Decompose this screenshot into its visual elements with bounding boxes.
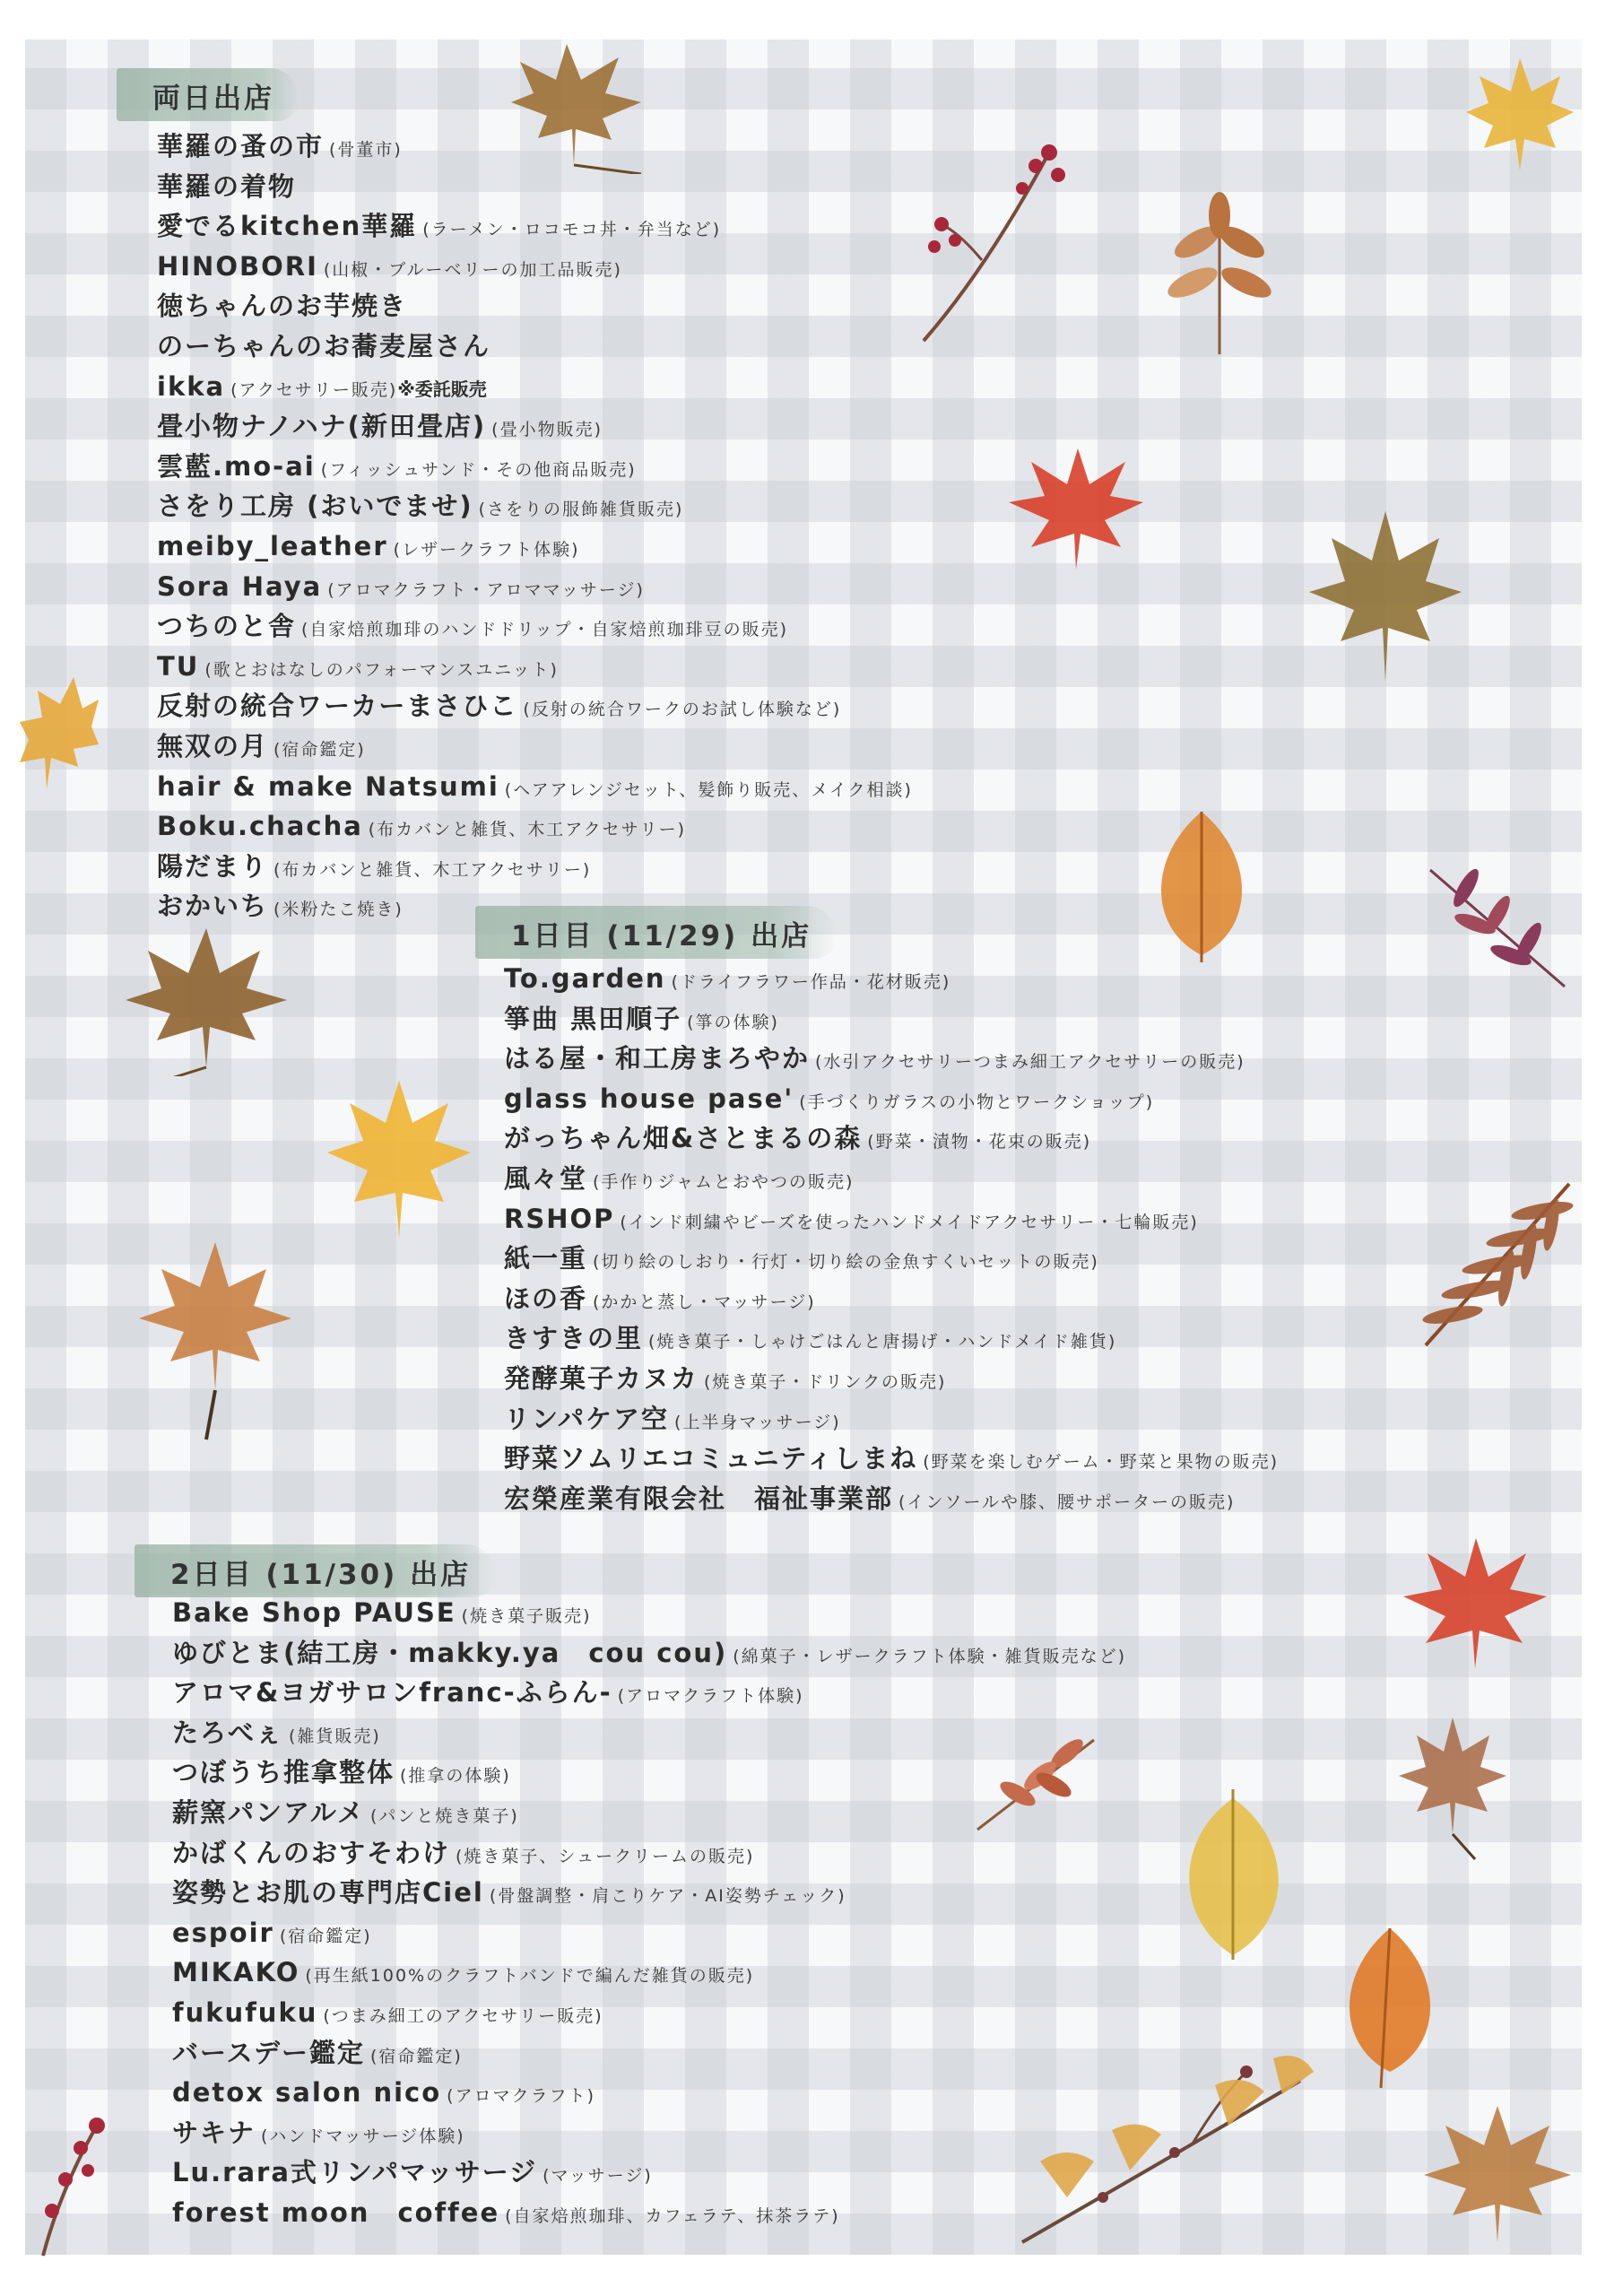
vendor-item xyxy=(504,1239,1279,1279)
vendor-description: (つまみ細工のアクセサリー販売) xyxy=(323,2005,603,2026)
vendor-item xyxy=(157,886,913,926)
vendor-name: espoir xyxy=(172,1917,274,1948)
vendor-item xyxy=(504,1479,1279,1519)
vendor-description: (アクセサリー販売) xyxy=(230,379,398,400)
vendor-item xyxy=(157,247,913,287)
vendor-name: 無双の月 xyxy=(157,730,269,761)
vendor-item xyxy=(504,1318,1279,1359)
vendor-item xyxy=(504,1399,1279,1439)
vendor-name: 徳ちゃんのお芋焼き xyxy=(157,291,408,322)
red-maple-leaf-icon xyxy=(1004,444,1148,578)
vendor-description: (アロマクラフト・アロママッサージ) xyxy=(327,579,645,600)
vendor-description: (焼き菓子・ドリンクの販売) xyxy=(704,1371,947,1392)
vendor-name: 姿勢とお肌の専門店Ciel xyxy=(172,1877,484,1909)
vendor-item xyxy=(157,806,913,847)
vendor-item xyxy=(172,1952,1126,1993)
vendor-name: 華羅の蚤の市 xyxy=(157,131,325,161)
vendor-description: (ハンドマッサージ体験) xyxy=(261,2126,465,2146)
maple-leaf-icon xyxy=(117,924,296,1076)
vendor-name: ikka xyxy=(157,370,226,402)
vendor-name: サキナ xyxy=(172,2117,256,2148)
vendor-name: 紙一重 xyxy=(504,1243,588,1274)
vendor-name: つぼうち推拿整体 xyxy=(172,1757,395,1788)
vendor-name: 発酵菓子カヌカ xyxy=(504,1362,699,1394)
vendor-description: (反射の統合ワークのお試し体験など) xyxy=(523,700,842,720)
berry-branch-icon xyxy=(25,2108,115,2260)
vendor-description: (焼き菓子・しゃけごはんと唐揚げ・ハンドメイド雑貨) xyxy=(648,1332,1117,1352)
vendor-description: (アロマクラフト体験) xyxy=(617,1686,804,1707)
vendor-list-day1 xyxy=(504,959,1279,1518)
leaf-sprig-icon xyxy=(968,1722,1103,1839)
vendor-item xyxy=(157,286,913,326)
maple-leaf-icon xyxy=(1417,2099,1578,2251)
vendor-description: (水引アクセサリーつまみ細工アクセサリーの販売) xyxy=(815,1052,1245,1073)
vendor-name: たろべぇ xyxy=(172,1717,284,1748)
vendor-item xyxy=(157,847,913,887)
maple-leaf-icon xyxy=(130,1229,300,1444)
yellow-maple-leaf-icon xyxy=(20,673,100,798)
vendor-name: がっちゃん畑&さとまるの森 xyxy=(504,1123,863,1154)
ginkgo-branch-icon xyxy=(1013,2045,1318,2251)
vendor-name: 雲藍.mo-ai xyxy=(157,450,316,482)
vendor-name: バースデー鑑定 xyxy=(172,2037,365,2068)
vendor-name: Boku.chacha xyxy=(157,811,363,842)
vendor-description: (手づくりガラスの小物とワークショップ) xyxy=(799,1091,1155,1112)
vendor-item xyxy=(172,1993,1126,2033)
vendor-name: ゆびとま(結工房・makky.ya cou cou) xyxy=(172,1637,728,1668)
vendor-description: (歌とおはなしのパフォーマンスユニット) xyxy=(204,659,559,680)
vendor-name: fukufuku xyxy=(172,1996,318,2028)
vendor-name: おかいち xyxy=(157,891,269,922)
vendor-item xyxy=(504,959,1279,999)
vendor-item xyxy=(504,1199,1279,1239)
vendor-name: のーちゃんのお蕎麦屋さん xyxy=(157,330,491,361)
maple-leaf-icon xyxy=(484,39,664,174)
vendor-description: (インソールや膝、腰サポーターの販売) xyxy=(898,1492,1236,1512)
vendor-name: Sora Haya xyxy=(157,570,323,602)
vendor-description: (宿命鑑定) xyxy=(279,1926,372,1946)
vendor-name: meiby_leather xyxy=(157,530,388,561)
vendor-name: 畳小物ナノハナ(新田畳店) xyxy=(157,411,487,442)
vendor-note: ※委託販売 xyxy=(397,378,487,400)
vendor-description: (フィッシュサンド・その他商品販売) xyxy=(320,459,637,480)
vendor-description: (米粉たこ焼き) xyxy=(273,900,404,920)
vendor-item xyxy=(157,367,913,407)
maple-leaf-icon xyxy=(1394,1709,1511,1861)
red-maple-leaf-icon xyxy=(1399,1534,1551,1677)
vendor-item xyxy=(504,1279,1279,1319)
yellow-leaf-icon xyxy=(1161,1785,1305,1964)
leaf-sprig-icon xyxy=(1421,852,1574,996)
vendor-description: (ヘアアレンジセット、髪飾り販売、メイク相談) xyxy=(504,779,913,800)
vendor-name: 陽だまり xyxy=(157,850,269,882)
orange-leaf-icon xyxy=(1139,803,1264,964)
vendor-item xyxy=(504,1118,1279,1159)
vendor-item xyxy=(157,567,913,607)
vendor-description: (かかと蒸し・マッサージ) xyxy=(593,1292,816,1312)
yellow-maple-leaf-icon xyxy=(318,1067,480,1247)
vendor-description: (宿命鑑定) xyxy=(369,2046,463,2066)
vendor-name: きすきの里 xyxy=(504,1323,644,1354)
vendor-name: To.garden xyxy=(504,963,666,994)
vendor-name: HINOBORI xyxy=(157,250,318,282)
vendor-item xyxy=(504,1039,1279,1079)
fern-leaf-icon xyxy=(1417,1175,1578,1354)
vendor-name: 華羅の着物 xyxy=(157,170,297,202)
vendor-item xyxy=(172,1673,1126,1713)
vendor-list-day2 xyxy=(172,1593,1126,2233)
vendor-name: 風々堂 xyxy=(504,1162,588,1194)
vendor-description: (焼き菓子販売) xyxy=(461,1606,592,1626)
yellow-maple-leaf-icon xyxy=(1462,54,1578,179)
vendor-description: (切り絵のしおり・行灯・切り絵の金魚すくいセットの販売) xyxy=(593,1252,1099,1273)
vendor-item xyxy=(172,1833,1126,1874)
vendor-item xyxy=(157,606,913,647)
vendor-item xyxy=(172,2152,1126,2193)
vendor-item xyxy=(157,686,913,726)
vendor-description: (布カバンと雑貨、木工アクセサリー) xyxy=(273,859,592,880)
vendor-description: (箏の体験) xyxy=(687,1012,779,1032)
vendor-name: 反射の統合ワーカーまさひこ xyxy=(157,691,518,722)
heading-day1: 1日目 (11/29) 出店 xyxy=(475,906,837,959)
vendor-name: つちのと舎 xyxy=(157,611,297,642)
vendor-name: 宏榮産業有限会社 福祉事業部 xyxy=(504,1483,894,1514)
vendor-list-both-days xyxy=(157,126,913,926)
vendor-description: (骨盤調整・肩こりケア・AI姿勢チェック) xyxy=(489,1886,846,1907)
vendor-name: リンパケア空 xyxy=(504,1403,669,1434)
vendor-name: Lu.rara式リンパマッサージ xyxy=(172,2157,538,2188)
vendor-item xyxy=(157,406,913,447)
vendor-item xyxy=(504,999,1279,1039)
vendor-item xyxy=(157,326,913,367)
vendor-item xyxy=(157,486,913,526)
vendor-item xyxy=(504,1359,1279,1399)
vendor-name: ほの香 xyxy=(504,1283,588,1314)
vendor-description: (上半身マッサージ) xyxy=(673,1412,841,1432)
vendor-name: MIKAKO xyxy=(172,1957,300,1988)
vendor-description: (さをりの服飾雑貨販売) xyxy=(478,500,684,520)
leaf-sprig-icon xyxy=(1152,188,1287,359)
vendor-name: 箏曲 黒田順子 xyxy=(504,1003,682,1034)
vendor-item xyxy=(504,1079,1279,1119)
maple-leaf-icon xyxy=(1300,502,1471,691)
vendor-item xyxy=(157,206,913,247)
vendor-item xyxy=(157,447,913,487)
vendor-description: (野菜を楽しむゲーム・野菜と果物の販売) xyxy=(923,1452,1280,1473)
vendor-description: (ドライフラワー作品・花材販売) xyxy=(671,972,951,992)
vendor-description: (畳小物販売) xyxy=(491,420,603,440)
vendor-item xyxy=(172,2193,1126,2233)
vendor-item xyxy=(157,647,913,687)
vendor-description: (骨董市) xyxy=(329,140,403,160)
vendor-item xyxy=(504,1439,1279,1479)
vendor-name: はる屋・和工房まろやか xyxy=(504,1043,811,1074)
vendor-description: (パンと焼き菓子) xyxy=(369,1805,519,1826)
vendor-item xyxy=(157,726,913,767)
vendor-description: (宿命鑑定) xyxy=(273,739,366,760)
vendor-description: (レザークラフト体験) xyxy=(393,539,580,560)
vendor-description: (山椒・ブルーベリーの加工品販売) xyxy=(323,259,622,280)
vendor-item xyxy=(172,1593,1126,1633)
vendor-description: (マッサージ) xyxy=(542,2166,653,2187)
vendor-name: detox salon nico xyxy=(172,2077,442,2109)
vendor-item xyxy=(157,767,913,807)
vendor-description: (推拿の体験) xyxy=(400,1766,511,1787)
vendor-item xyxy=(172,1633,1126,1674)
vendor-name: 薪窯パンアルメ xyxy=(172,1796,365,1828)
vendor-description: (アロマクラフト) xyxy=(447,2086,595,2107)
vendor-description: (手作りジャムとおやつの販売) xyxy=(593,1171,855,1192)
vendor-name: forest moon coffee xyxy=(172,2196,500,2228)
vendor-item xyxy=(172,2113,1126,2153)
heading-both-days: 両日出店 xyxy=(117,68,299,121)
vendor-name: RSHOP xyxy=(504,1203,615,1234)
vendor-name: Bake Shop PAUSE xyxy=(172,1597,456,1628)
vendor-item xyxy=(504,1159,1279,1199)
vendor-name: 野菜ソムリエコミュニティしまね xyxy=(504,1443,918,1474)
orange-leaf-icon xyxy=(1327,1919,1453,2090)
vendor-name: 愛でるkitchen華羅 xyxy=(157,211,418,242)
vendor-name: hair & make Natsumi xyxy=(157,770,499,802)
vendor-description: (自家焙煎珈琲のハンドドリップ・自家焙煎珈琲豆の販売) xyxy=(301,620,789,640)
vendor-description: (布カバンと雑貨、木工アクセサリー) xyxy=(368,820,687,840)
vendor-name: glass house pase' xyxy=(504,1083,794,1114)
vendor-item xyxy=(172,2073,1126,2113)
vendor-description: (綿菓子・レザークラフト体験・雑貨販売など) xyxy=(733,1646,1127,1666)
vendor-description: (ラーメン・ロコモコ丼・弁当など) xyxy=(422,220,722,240)
vendor-name: かばくんのおすそわけ xyxy=(172,1837,451,1868)
vendor-item xyxy=(172,2033,1126,2074)
vendor-item xyxy=(157,526,913,567)
vendor-description: (焼き菓子、シュークリームの販売) xyxy=(456,1846,755,1866)
heading-day2: 2日目 (11/30) 出店 xyxy=(135,1544,496,1597)
vendor-name: さをり工房 (おいでませ) xyxy=(157,491,473,522)
vendor-description: (雑貨販売) xyxy=(289,1726,381,1746)
vendor-item xyxy=(172,1873,1126,1913)
vendor-item xyxy=(172,1913,1126,1953)
vendor-description: (再生紙100%のクラフトバンドで編んだ雑貨の販売) xyxy=(305,1966,755,1987)
vendor-name: TU xyxy=(157,650,200,682)
berry-branch-icon xyxy=(915,135,1076,350)
vendor-description: (野菜・漬物・花束の販売) xyxy=(867,1132,1092,1152)
vendor-description: (自家焙煎珈琲、カフェラテ、抹茶ラテ) xyxy=(505,2205,840,2226)
vendor-description: (インド刺繍やビーズを使ったハンドメイドアクセサリー・七輪販売) xyxy=(620,1212,1199,1232)
vendor-name: アロマ&ヨガサロンfranc-ふらん- xyxy=(172,1677,612,1709)
